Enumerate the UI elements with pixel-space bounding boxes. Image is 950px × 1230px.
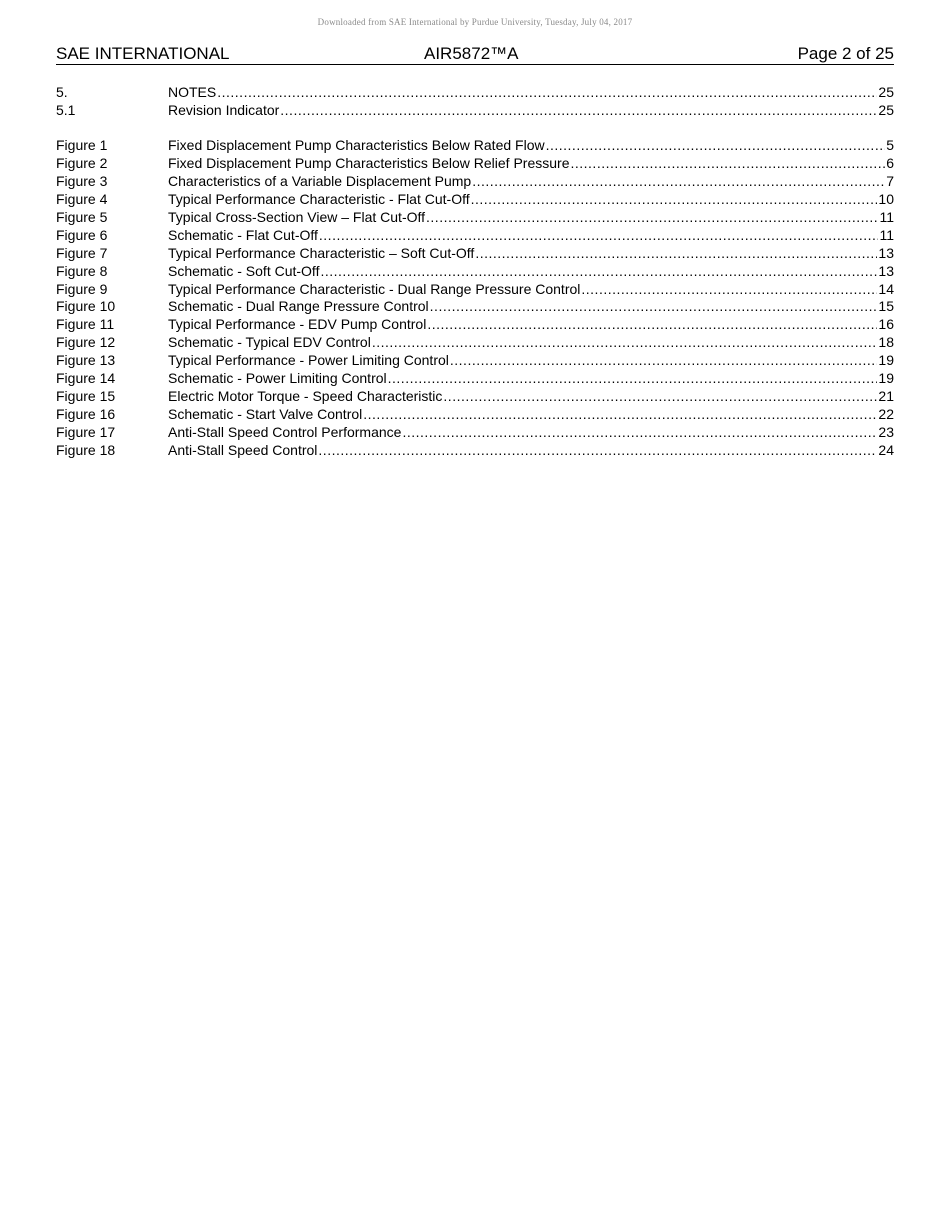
toc-entry xyxy=(168,209,894,227)
toc-entry-title: Schematic - Soft Cut-Off xyxy=(168,262,320,279)
toc-entry xyxy=(168,352,894,370)
toc-entry-title: Schematic - Dual Range Pressure Control xyxy=(168,298,429,315)
toc-row[interactable] xyxy=(56,102,894,120)
toc-entry xyxy=(168,173,894,191)
toc-entry-title: NOTES xyxy=(168,84,217,100)
dot-leader xyxy=(402,424,877,442)
toc-row[interactable] xyxy=(56,173,894,191)
dot-leader xyxy=(426,209,878,227)
toc-entry-page: 13 xyxy=(878,244,894,261)
dot-leader xyxy=(372,334,878,352)
toc-entry-page: 11 xyxy=(879,226,894,243)
toc-entry xyxy=(168,424,894,442)
toc-entry xyxy=(168,102,894,120)
toc-entry-number: 5. xyxy=(56,84,68,100)
toc-entry xyxy=(168,191,894,209)
toc-entry-page: 14 xyxy=(878,280,894,297)
toc-entry xyxy=(168,137,894,155)
dot-leader xyxy=(388,370,878,388)
toc-entry-page: 10 xyxy=(878,190,894,207)
toc-figures-list xyxy=(56,137,894,460)
toc-entry-page: 19 xyxy=(878,370,894,387)
toc-entry xyxy=(168,281,894,299)
toc-entry-page: 7 xyxy=(886,172,894,189)
toc-entry xyxy=(168,406,894,424)
toc-entry-number: Figure 8 xyxy=(56,262,108,279)
dot-leader xyxy=(427,316,877,334)
toc-row[interactable] xyxy=(56,155,894,173)
toc-entry-number: Figure 1 xyxy=(56,137,108,153)
toc-entry-page: 13 xyxy=(878,262,894,279)
dot-leader xyxy=(280,102,877,120)
toc-entry-title: Fixed Displacement Pump Characteristics Below Relief Pressure xyxy=(168,154,570,171)
toc-entry-title: Schematic - Power Limiting Control xyxy=(168,370,387,387)
toc-entry-page: 11 xyxy=(879,208,894,225)
toc-entry-number: Figure 6 xyxy=(56,226,108,243)
toc-entry-number: Figure 7 xyxy=(56,244,108,261)
toc-entry xyxy=(168,263,894,281)
toc-row[interactable] xyxy=(56,137,894,155)
dot-leader xyxy=(320,263,877,281)
toc-entry-number: Figure 11 xyxy=(56,316,115,333)
toc-entry-page: 21 xyxy=(878,388,894,405)
dot-leader xyxy=(475,245,877,263)
toc-row[interactable] xyxy=(56,298,894,316)
organization-name: SAE INTERNATIONAL xyxy=(56,44,230,63)
dot-leader xyxy=(472,173,885,191)
toc-entry-number: 5.1 xyxy=(56,101,76,118)
toc-entry-title: Schematic - Start Valve Control xyxy=(168,406,363,423)
toc-entry-page: 25 xyxy=(878,84,894,100)
toc-entry-page: 5 xyxy=(886,137,894,153)
toc-entry-title: Typical Performance Characteristic - Flat Cut-Off xyxy=(168,190,470,207)
toc-entry xyxy=(168,84,894,102)
toc-row[interactable] xyxy=(56,281,894,299)
page-header xyxy=(56,44,894,65)
toc-entry xyxy=(168,442,894,460)
toc-entry xyxy=(168,298,894,316)
toc-entry-title: Schematic - Flat Cut-Off xyxy=(168,226,318,243)
dot-leader xyxy=(546,137,886,155)
toc-entry-number: Figure 13 xyxy=(56,352,116,369)
toc-entry xyxy=(168,227,894,245)
toc-entry-title: Revision Indicator xyxy=(168,101,280,118)
toc-row[interactable] xyxy=(56,352,894,370)
toc-row[interactable] xyxy=(56,370,894,388)
toc-entry-number: Figure 15 xyxy=(56,388,116,405)
toc-entry-number: Figure 5 xyxy=(56,208,108,225)
toc-entry-title: Typical Cross-Section View – Flat Cut-Off xyxy=(168,208,426,225)
toc-entry-page: 19 xyxy=(878,352,894,369)
toc-entry-number: Figure 9 xyxy=(56,280,108,297)
toc-row[interactable] xyxy=(56,406,894,424)
toc-row[interactable] xyxy=(56,191,894,209)
toc-entry-page: 16 xyxy=(878,316,894,333)
document-number: AIR5872™A xyxy=(424,44,519,63)
toc-entry-number: Figure 10 xyxy=(56,298,116,315)
toc-row[interactable] xyxy=(56,209,894,227)
toc-entry-title: Anti-Stall Speed Control xyxy=(168,441,318,458)
toc-entry-title: Electric Motor Torque - Speed Characteristic xyxy=(168,388,443,405)
toc-entry-page: 24 xyxy=(878,441,894,458)
toc-entry-title: Typical Performance - EDV Pump Control xyxy=(168,316,427,333)
toc-row[interactable] xyxy=(56,263,894,281)
toc-row[interactable] xyxy=(56,334,894,352)
toc-entry-number: Figure 17 xyxy=(56,424,116,440)
dot-leader xyxy=(443,388,877,406)
toc-row[interactable] xyxy=(56,388,894,406)
toc-entry xyxy=(168,316,894,334)
toc-entry-title: Typical Performance Characteristic – Soft Cut-Off xyxy=(168,244,475,261)
toc-row[interactable] xyxy=(56,442,894,460)
toc-entry-page: 22 xyxy=(878,406,894,423)
toc-row[interactable] xyxy=(56,245,894,263)
toc-entry-number: Figure 14 xyxy=(56,370,116,387)
toc-entry-title: Typical Performance Characteristic - Dual Range Pressure Control xyxy=(168,280,581,297)
toc-row[interactable] xyxy=(56,227,894,245)
toc-entry-number: Figure 4 xyxy=(56,190,108,207)
toc-notes-section xyxy=(56,84,894,120)
dot-leader xyxy=(217,84,877,102)
toc-entry-number: Figure 3 xyxy=(56,172,108,189)
toc-entry-number: Figure 16 xyxy=(56,406,116,423)
toc-entry-number: Figure 12 xyxy=(56,334,116,351)
toc-entry-title: Characteristics of a Variable Displacement Pump xyxy=(168,172,472,189)
dot-leader xyxy=(319,227,879,245)
toc-entry-page: 18 xyxy=(878,334,894,351)
toc-entry xyxy=(168,334,894,352)
toc-entry-number: Figure 2 xyxy=(56,154,108,171)
toc-entry-page: 15 xyxy=(878,298,894,315)
toc-entry xyxy=(168,245,894,263)
dot-leader xyxy=(363,406,877,424)
toc-entry xyxy=(168,370,894,388)
download-watermark: Downloaded from SAE International by Purdue University, Tuesday, July 04, 2017 xyxy=(317,17,633,27)
dot-leader xyxy=(471,191,878,209)
dot-leader xyxy=(581,281,877,299)
dot-leader xyxy=(450,352,878,370)
toc-entry xyxy=(168,388,894,406)
toc-entry-page: 25 xyxy=(878,101,894,118)
toc-entry xyxy=(168,155,894,173)
dot-leader xyxy=(430,298,878,316)
page-number: Page 2 of 25 xyxy=(797,44,894,63)
toc-entry-title: Typical Performance - Power Limiting Control xyxy=(168,352,449,369)
toc-entry-title: Schematic - Typical EDV Control xyxy=(168,334,371,351)
toc-entry-page: 6 xyxy=(886,154,894,171)
toc-row[interactable] xyxy=(56,84,894,102)
toc-entry-page: 23 xyxy=(878,424,894,440)
toc-entry-title: Anti-Stall Speed Control Performance xyxy=(168,424,402,440)
toc-entry-title: Fixed Displacement Pump Characteristics Below Rated Flow xyxy=(168,137,545,153)
dot-leader xyxy=(570,155,885,173)
toc-row[interactable] xyxy=(56,316,894,334)
toc-entry-number: Figure 18 xyxy=(56,441,116,458)
toc-row[interactable] xyxy=(56,424,894,442)
dot-leader xyxy=(318,442,877,460)
